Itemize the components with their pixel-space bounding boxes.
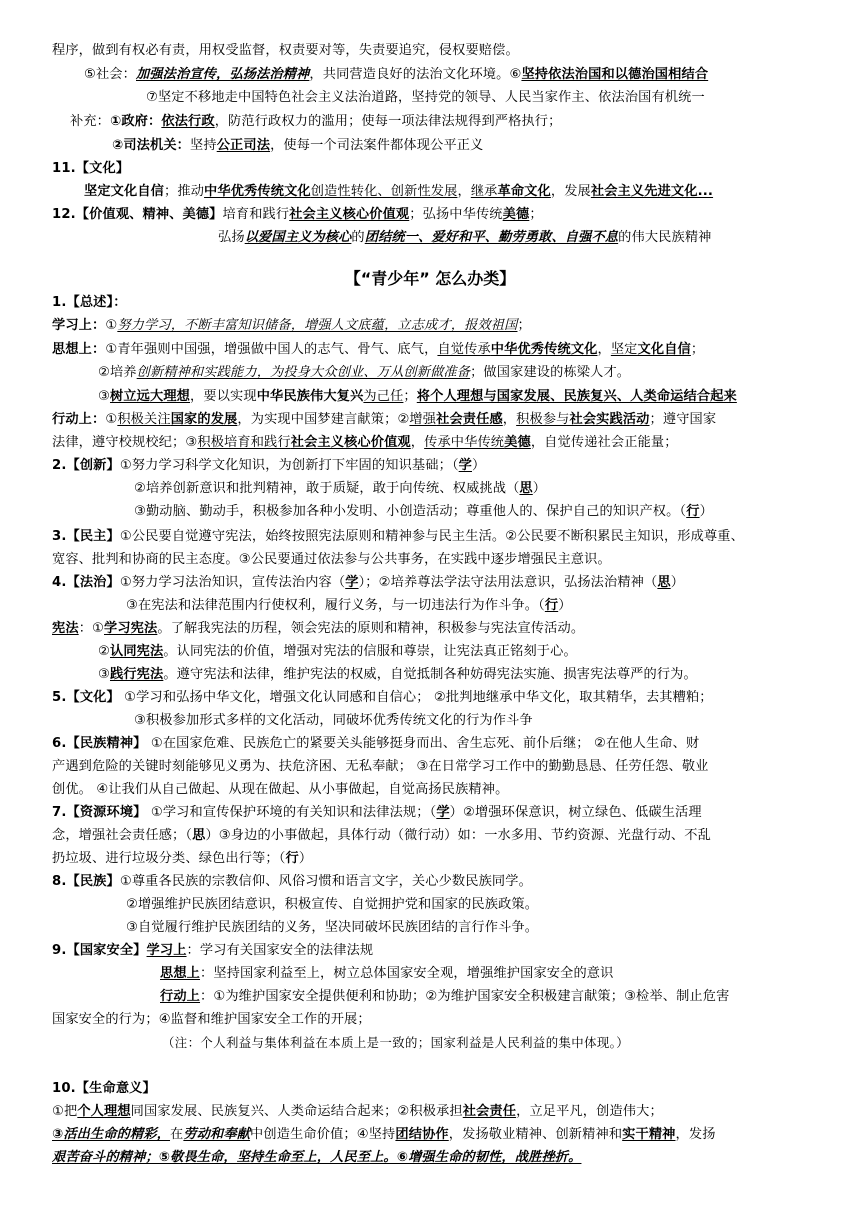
- text-run: 。认同宪法的价值，增强对宪法的信服和尊崇，让宪法真正铭刻于心。: [163, 644, 577, 659]
- text-run: ③: [98, 667, 110, 682]
- text-run: ；弘扬中华传统: [409, 207, 503, 222]
- text-run: 公正司法: [216, 138, 271, 153]
- text-run: ；: [403, 389, 417, 404]
- text-run: 同国家发展、民族复兴、人类命运结合起来；②积极承担: [130, 1104, 463, 1119]
- text-run: 法律，遵守校规校纪；③: [52, 435, 198, 450]
- text-run: ；遵守国家: [649, 412, 717, 427]
- text-run: 继承: [470, 184, 498, 199]
- text-run: ，要以实现: [190, 389, 257, 404]
- text-run: ，共同营造良好的法治文化环境。⑥: [309, 67, 522, 82]
- text-run: 团结协作: [395, 1127, 449, 1142]
- text-run: 将个人理想与国家发展、民族复兴、人类命运结合起来: [416, 389, 737, 404]
- text-run: 9.【国家安全】: [52, 943, 147, 958]
- text-run: 8.【民族】: [52, 874, 120, 889]
- text-run: 坚定文化自信: [84, 184, 165, 199]
- text-line: [98, 363, 630, 382]
- text-run: 为己任: [363, 389, 404, 404]
- text-line: [52, 41, 519, 60]
- text-run: ：学习有关国家安全的法律法规: [186, 943, 374, 958]
- text-run: ②: [98, 644, 110, 659]
- text-run: 积极关注: [117, 412, 171, 427]
- text-run: ①在国家危难、民族危亡的紧要关头能够挺身而出、舍生忘死、前仆后继； ②在他人生命、财: [146, 736, 700, 751]
- text-run: ①: [105, 318, 118, 333]
- text-line: [52, 780, 508, 799]
- text-run: 的: [351, 230, 365, 245]
- text-run: 宪法: [52, 621, 79, 636]
- text-line: [52, 803, 702, 822]
- text-line: [218, 228, 712, 247]
- text-run: 。了解我宪法的历程，领会宪法的原则和精神，积极参与宪法宣传活动。: [157, 621, 585, 636]
- text-run: ，防范行政权力的滥用；使每一项法律法规得到严格执行；: [214, 114, 562, 129]
- text-run: ②司法机关：: [112, 138, 191, 153]
- text-line: [52, 456, 485, 475]
- text-run: 国家的发展: [170, 412, 238, 427]
- text-line: [52, 1102, 663, 1121]
- text-run: ）: [558, 598, 572, 613]
- text-run: 1.【总述】：: [52, 295, 127, 310]
- text-line: [134, 479, 546, 498]
- text-run: ③勤动脑、勤动手，积极参加各种小发明、小创造活动；尊重他人的、保护自己的知识产权。（: [134, 504, 687, 519]
- text-line: [52, 1010, 371, 1029]
- text-run: 劳动和奉献: [183, 1127, 251, 1142]
- text-run: 弘扬: [218, 230, 245, 245]
- text-line: [52, 205, 543, 224]
- text-run: ②增强维护民族团结意识，积极宣传、自觉拥护党和国家的民族政策。: [126, 897, 539, 912]
- text-line: [84, 182, 713, 201]
- text-run: ①学习和宣传保护环境的有关知识和法律法规；（: [146, 805, 437, 820]
- text-run: ）: [699, 504, 713, 519]
- text-run: 学: [436, 805, 450, 820]
- text-run: 学习上：: [52, 318, 106, 333]
- text-line: [52, 1148, 581, 1167]
- text-run: 积极培育和践行: [197, 435, 291, 450]
- text-run: ①青年强则中国强，增强做中国人的志气、骨气、底气，: [105, 342, 438, 357]
- text-run: ，自觉传递社会正能量；: [530, 435, 678, 450]
- text-run: 扔垃圾、进行垃圾分类、绿色出行等；（: [52, 851, 286, 866]
- text-run: 社会主义核心价值观: [289, 207, 410, 222]
- text-run: ①政府：: [110, 114, 162, 129]
- text-run: ）: [472, 458, 486, 473]
- text-run: ，: [597, 342, 611, 357]
- section-title: 【“青少年” 怎么办类】: [344, 269, 516, 288]
- text-line: [52, 849, 312, 868]
- text-run: 创造性转化、创新性发展: [310, 184, 458, 199]
- text-line: [112, 136, 483, 155]
- text-run: 坚定: [610, 342, 638, 357]
- text-line: [98, 642, 577, 661]
- text-line: [126, 596, 572, 615]
- text-run: 宽容、批判和协商的民主态度。③公民要通过依法参与公共事务，在实践中逐步增强民主意识。: [52, 552, 611, 567]
- text-line: [98, 665, 697, 684]
- text-run: ：①为维护国家安全提供便利和协助；②为维护国家安全积极建言献策；③检举、制止危害: [200, 989, 730, 1004]
- text-run: 加强法治宣传，弘扬法治精神: [136, 67, 310, 82]
- text-line: [52, 688, 713, 707]
- text-run: ①公民要自觉遵守宪法，始终按照宪法原则和精神参与民主生活。②公民要不断积累民主知识，形成尊重、: [119, 529, 744, 544]
- text-run: 以爱国主义为核心: [244, 230, 352, 245]
- text-run: 行动上: [160, 989, 201, 1004]
- text-run: ）③身边的小事做起，具体行动（微行动）如：一水多用、节约资源、光盘行动、不乱: [205, 828, 711, 843]
- text-run: 行: [686, 504, 700, 519]
- text-run: 团结统一、爱好和平、勤劳勇敢、自强不息: [364, 230, 619, 245]
- text-line: [52, 757, 709, 776]
- text-run: 思: [519, 481, 533, 496]
- text-run: 实干精神: [622, 1127, 676, 1142]
- text-run: ③: [98, 389, 110, 404]
- text-run: ，发扬敬业精神、创新精神和: [448, 1127, 623, 1142]
- text-run: 自觉传承: [437, 342, 491, 357]
- text-run: 思: [657, 575, 671, 590]
- text-run: 中华优秀传统文化: [204, 184, 311, 199]
- text-run: 学: [458, 458, 472, 473]
- text-line: [134, 502, 713, 521]
- text-run: ，发扬: [675, 1127, 716, 1142]
- text-run: ，发展: [550, 184, 591, 199]
- text-run: ）②增强环保意识，树立绿色、低碳生活理: [449, 805, 702, 820]
- text-run: ③活出生命的精彩，: [52, 1127, 171, 1142]
- text-line: [52, 872, 532, 891]
- text-run: 社会主义核心价值观: [290, 435, 411, 450]
- text-run: ②培养: [98, 365, 137, 380]
- text-line: [52, 340, 704, 359]
- text-run: ，: [502, 412, 517, 427]
- text-run: ）: [298, 851, 313, 866]
- text-run: 思: [192, 828, 206, 843]
- text-run: 努力学习，不断丰富知识储备，增强人文底蕴，立志成才，报效祖国: [117, 318, 518, 333]
- text-line: [52, 410, 716, 429]
- text-run: ⑤社会：: [84, 67, 136, 82]
- text-run: 学习宪法: [104, 621, 158, 636]
- text-run: 美德: [504, 435, 531, 450]
- text-run: 文化自信: [637, 342, 691, 357]
- text-run: 思想上：: [52, 342, 106, 357]
- text-line: [160, 987, 729, 1006]
- text-run: 学习上: [146, 943, 187, 958]
- text-run: 革命文化: [497, 184, 551, 199]
- text-line: [52, 1079, 156, 1098]
- text-run: ⑦坚定不移地走中国特色社会主义法治道路，坚持党的领导、人民当家作主、依法治国有机统一: [146, 90, 705, 105]
- text-run: ：坚持国家利益至上，树立总体国家安全观，增强维护国家安全的意识: [200, 966, 614, 981]
- text-line: [98, 387, 737, 406]
- text-run: 补充：: [70, 114, 111, 129]
- text-run: 增强: [409, 412, 437, 427]
- text-line: [134, 711, 533, 730]
- text-run: 7.【资源环境】: [52, 805, 147, 820]
- text-run: 创新精神和实践能力，为投身大众创业、万从创新做准备: [136, 365, 471, 380]
- text-run: 11.【文化】: [52, 161, 130, 176]
- text-run: 5.【文化】: [52, 690, 120, 705]
- text-run: 学: [345, 575, 359, 590]
- text-line: [70, 112, 561, 131]
- text-run: ，: [410, 435, 425, 450]
- text-line: [52, 316, 531, 335]
- text-run: 践行宪法: [109, 667, 164, 682]
- text-run: 12.【价值观、精神、美德】: [52, 207, 223, 222]
- text-run: 念，增强社会责任感；（: [52, 828, 193, 843]
- text-run: 坚持: [190, 138, 217, 153]
- text-run: 国家安全的行为；④监督和维护国家安全工作的开展；: [52, 1012, 371, 1027]
- text-run: 艰苦奋斗的精神；⑤敬畏生命，坚持生命至上，人民至上。⑥增强生命的韧性，战胜挫折。: [52, 1150, 582, 1165]
- text-run: ，立足平凡，创造伟大；: [516, 1104, 663, 1119]
- text-run: 行动上：: [52, 412, 106, 427]
- text-run: ①把: [52, 1104, 78, 1119]
- text-line: [126, 895, 538, 914]
- text-run: ，: [457, 184, 471, 199]
- text-run: ；: [690, 342, 705, 357]
- text-run: 传承中华传统: [424, 435, 505, 450]
- text-run: 行: [544, 598, 559, 613]
- text-run: ③积极参加形式多样的文化活动，同破坏优秀传统文化的行为作斗争: [134, 713, 533, 728]
- text-run: 社会责任感: [436, 412, 503, 427]
- text-run: ；推动: [164, 184, 205, 199]
- text-run: 10.【生命意义】: [52, 1081, 156, 1096]
- text-line: [52, 826, 711, 845]
- text-run: 中华优秀传统文化: [490, 342, 598, 357]
- text-line: [52, 527, 744, 546]
- text-line: [84, 65, 708, 84]
- text-line: [160, 964, 613, 983]
- text-run: 思想上: [160, 966, 201, 981]
- text-run: 积极参与: [516, 412, 570, 427]
- text-run: ，使每一个司法案件都体现公平正义: [270, 138, 484, 153]
- text-run: 个人理想: [77, 1104, 131, 1119]
- text-run: ）；②培养尊法学法守法用法意识，弘扬法治精神（: [358, 575, 658, 590]
- text-run: ③在宪法和法律范围内行使权利，履行义务，与一切违法行为作斗争。（: [126, 598, 545, 613]
- text-run: ，为实现中国梦建言献策；②: [237, 412, 410, 427]
- text-run: 行: [285, 851, 299, 866]
- text-line: [52, 573, 684, 592]
- text-line: [52, 619, 584, 638]
- text-run: ；: [529, 207, 543, 222]
- text-run: ①: [105, 412, 118, 427]
- text-run: 依法行政: [161, 114, 215, 129]
- text-run: ；做国家建设的栋梁人才。: [470, 365, 631, 380]
- text-run: ）: [532, 481, 547, 496]
- text-run: 2.【创新】: [52, 458, 120, 473]
- text-line: [52, 550, 611, 569]
- text-run: 社会主义先进文化...: [590, 184, 714, 199]
- text-run: ①学习和弘扬中华文化，增强文化认同感和自信心； ②批判地继承中华文化，取其精华，去其糟粕；: [119, 690, 713, 705]
- text-line: [52, 293, 127, 312]
- text-run: 3.【民主】: [52, 529, 120, 544]
- text-run: ①努力学习科学文化知识，为创新打下牢固的知识基础；（: [119, 458, 459, 473]
- text-run: 在: [170, 1127, 184, 1142]
- text-run: 社会实践活动: [569, 412, 650, 427]
- text-line: [146, 88, 705, 107]
- text-run: ③自觉履行维护民族团结的义务，坚决同破坏民族团结的言行作斗争。: [126, 920, 539, 935]
- text-run: （注：个人利益与集体利益在本质上是一致的；国家利益是人民利益的集中体现。）: [162, 1035, 630, 1050]
- text-run: 美德: [502, 207, 530, 222]
- text-line: [162, 1033, 629, 1053]
- text-line: [52, 734, 699, 753]
- text-run: 。遵守宪法和法律，维护宪法的权威，自觉抵制各种妨碍宪法实施、损害宪法尊严的行为。: [163, 667, 697, 682]
- text-run: 坚持依法治国和以德治国相结合: [521, 67, 709, 82]
- text-line: [126, 918, 538, 937]
- text-run: 创优。 ④让我们从自己做起、从现在做起、从小事做起，自觉高扬民族精神。: [52, 782, 509, 797]
- text-run: ②培养创新意识和批判精神，敢于质疑，敢于向传统、权威挑战（: [134, 481, 520, 496]
- text-run: ；: [517, 318, 531, 333]
- text-run: 中华民族伟大复兴: [256, 389, 364, 404]
- text-run: 树立远大理想: [109, 389, 191, 404]
- text-run: 中创造生命价值；④坚持: [250, 1127, 396, 1142]
- text-line: [52, 1125, 716, 1144]
- text-run: 的伟大民族精神: [618, 230, 712, 245]
- text-run: ：①: [78, 621, 104, 636]
- text-run: 产遇到危险的关键时刻能够见义勇为、扶危济困、无私奉献； ③在日常学习工作中的勤勤恳恳、任劳任怨、敬业: [52, 759, 709, 774]
- text-run: 程序，做到有权必有责，用权受监督，权责要对等，失责要追究，侵权要赔偿。: [52, 43, 519, 58]
- text-line: [52, 433, 678, 452]
- text-run: 认同宪法: [109, 644, 164, 659]
- text-run: 4.【法治】: [52, 575, 120, 590]
- text-run: ）: [670, 575, 685, 590]
- text-run: 6.【民族精神】: [52, 736, 147, 751]
- text-run: ①尊重各民族的宗教信仰、风俗习惯和语言文字，关心少数民族同学。: [119, 874, 532, 889]
- text-line: [52, 941, 373, 960]
- text-run: 培育和践行: [222, 207, 290, 222]
- text-run: ①努力学习法治知识，宣传法治内容（: [119, 575, 346, 590]
- text-line: [52, 159, 129, 178]
- text-run: 社会责任: [462, 1104, 517, 1119]
